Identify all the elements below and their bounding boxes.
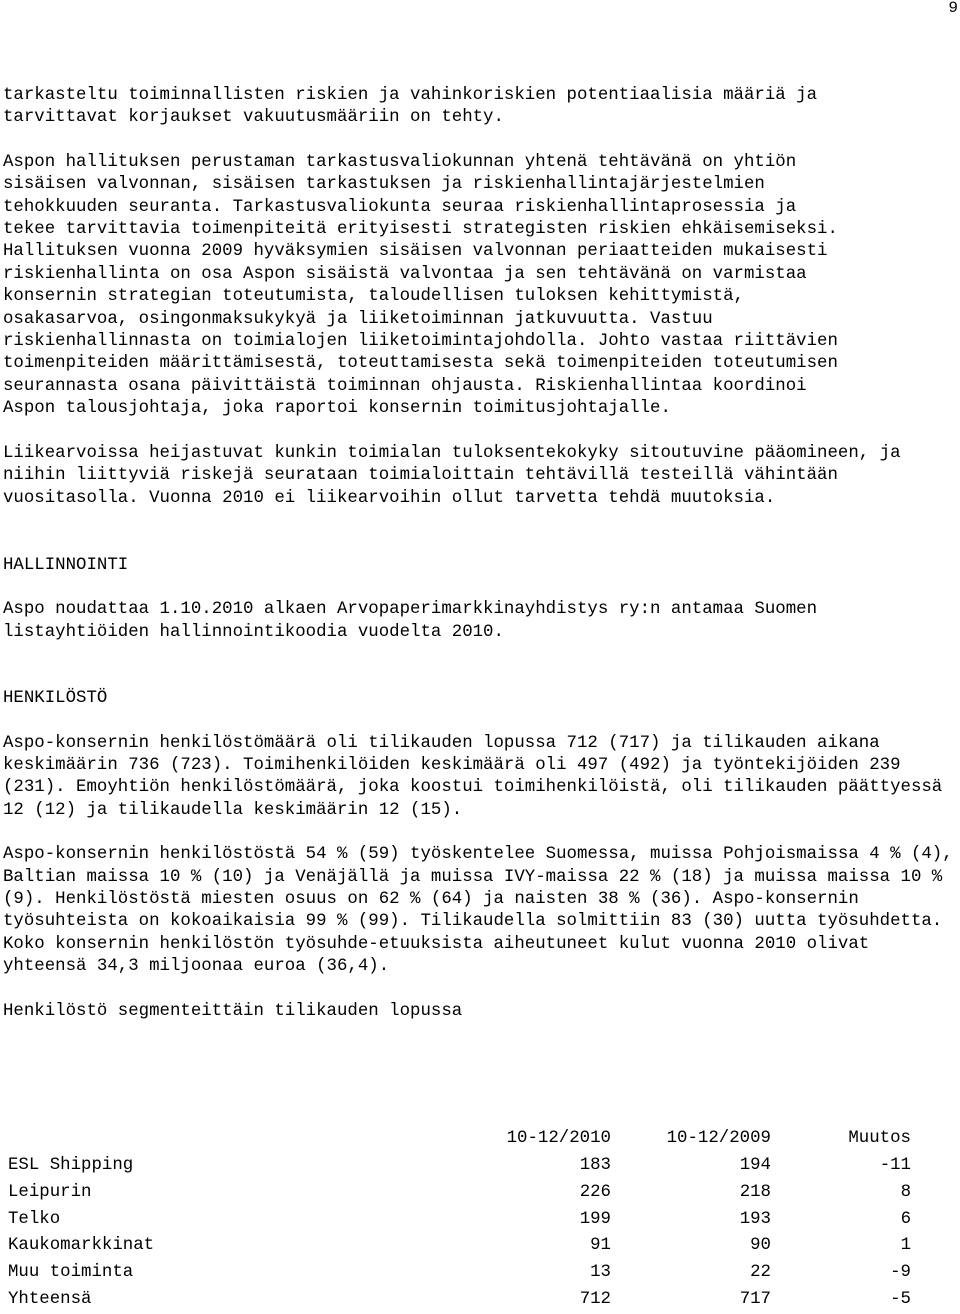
line: Aspon talousjohtaja, joka raportoi konsernin toimitusjohtajalle. [3, 399, 671, 419]
line: toimenpiteiden määrittämisestä, toteuttamisesta sekä toimenpiteiden toteutumisen [3, 354, 838, 374]
column-header-change: Muutos [848, 1129, 911, 1149]
value-2010: 13 [590, 1263, 611, 1283]
segment-name: Leipurin [8, 1182, 92, 1202]
line: tarkasteltu toiminnallisten riskien ja vahinkoriskien potentiaalisia määriä ja [3, 86, 818, 105]
line: sisäisen valvonnan, sisäisen tarkastuksen ja riskienhallintajärjestelmien [3, 175, 765, 195]
paragraph-governance-code: Aspo noudattaa 1.10.2010 alkaen Arvopaperimarkkinayhdistys ry:n antamaa Suomen listayhtiöiden hallinnointikoodia vuodelta 2010. [3, 600, 818, 642]
table-row [3, 1260, 911, 1287]
line: konsernin strategian toteutumista, taloudellisen tuloksen kehittymistä, [3, 287, 744, 307]
value-2009: 194 [739, 1155, 771, 1175]
segment-name: Kaukomarkkinat [8, 1236, 155, 1256]
line: tekee tarvittavia toimenpiteitä erityisesti strategisten riskien ehkäisemiseksi. [3, 220, 838, 240]
paragraph-personnel-distribution: Aspo-konsernin henkilöstöstä 54 % (59) työskentelee Suomessa, muissa Pohjoismaissa 4 % (4), Baltian maissa 10 % (10) ja Venäjällä ja muissa IVY-maissa 22 % (18) ja muissa maissa 10 % (9). Henkilöstöstä miesten osuus on 62 % (64) ja naisten 38 % (36). Aspo-konsernin työsuhteista on kokoaikaisia 99 % (99). Tilikaudella solmittiin 83 (30) uutta työsuhdetta. Koko konsernin henkilöstön työsuhde-etuuksista aiheutuneet kulut vuonna 2010 olivat yhteensä 34,3 miljoonaa euroa (36,4). [3, 845, 953, 977]
value-change: -9 [890, 1263, 911, 1283]
table-row-total [3, 1287, 911, 1314]
document-body [3, 85, 958, 1023]
table-row [3, 1206, 911, 1233]
value-change: -5 [890, 1289, 911, 1309]
value-2010: 91 [590, 1236, 611, 1256]
line: riskienhallinnasta on toimialojen liiketoimintajohdolla. Johto vastaa riittävien [3, 332, 838, 352]
segment-name: Telko [8, 1209, 61, 1229]
value-change: -11 [879, 1155, 911, 1175]
column-header-2010: 10-12/2010 [506, 1129, 611, 1149]
value-change: 6 [900, 1209, 911, 1229]
segment-name: Muu toiminta [8, 1263, 134, 1283]
heading-personnel: HENKILÖSTÖ [3, 689, 108, 709]
table-caption: Henkilöstö segmenteittäin tilikauden lopussa [3, 1001, 463, 1021]
paragraph-audit-committee [3, 152, 958, 421]
column-header-segment [3, 1126, 468, 1153]
table-row [3, 1180, 911, 1207]
value-2009: 193 [739, 1209, 771, 1229]
paragraph-risk-review [3, 85, 953, 130]
paragraph-personnel-count: Aspo-konsernin henkilöstömäärä oli tilikauden lopussa 712 (717) ja tilikauden aikana keskimäärin 736 (723). Toimihenkilöiden keskimäärä oli 497 (492) ja työntekijöiden 239 (231). Emoyhtiön henkilöstömäärä, joka koostui toimihenkilöistä, oli tilikauden päättyessä 12 (12) ja tilikaudella keskimäärin 12 (15). [3, 733, 943, 820]
line: riskienhallinta on osa Aspon sisäistä valvontaa ja sen tehtävänä on varmistaa [3, 264, 807, 284]
value-change: 1 [900, 1236, 911, 1256]
page-number: 9 [948, 0, 958, 17]
line: osakasarvoa, osingonmaksukykyä ja liiketoiminnan jatkuvuutta. Vastuu [3, 309, 713, 329]
value-2009: 90 [750, 1236, 771, 1256]
table-row [3, 1233, 911, 1260]
personnel-by-segment-table [3, 1126, 911, 1314]
segment-name: Yhteensä [8, 1289, 92, 1309]
heading-governance: HALLINNOINTI [3, 555, 129, 575]
value-change: 8 [900, 1182, 911, 1202]
value-2009: 218 [739, 1182, 771, 1202]
line: seurannasta osana päivittäistä toiminnan ohjausta. Riskienhallintaa koordinoi [3, 376, 807, 396]
line: tarvittavat korjaukset vakuutusmääriin on tehty. [3, 108, 504, 128]
value-2010: 712 [579, 1289, 611, 1309]
table-row [3, 1153, 911, 1180]
line: Aspon hallituksen perustaman tarkastusvaliokunnan yhtenä tehtävänä on yhtiön [3, 152, 797, 172]
value-2010: 183 [579, 1155, 611, 1175]
segment-name: ESL Shipping [8, 1155, 134, 1175]
value-2009: 22 [750, 1263, 771, 1283]
value-2010: 226 [579, 1182, 611, 1202]
value-2009: 717 [739, 1289, 771, 1309]
column-header-2009: 10-12/2009 [666, 1129, 771, 1149]
line: Hallituksen vuonna 2009 hyväksymien sisäisen valvonnan periaatteiden mukaisesti [3, 242, 828, 262]
line: tehokkuuden seuranta. Tarkastusvaliokunta seuraa riskienhallintaprosessia ja [3, 197, 797, 217]
value-2010: 199 [579, 1209, 611, 1229]
table-header-row [3, 1126, 911, 1153]
paragraph-goodwill: Liikearvoissa heijastuvat kunkin toimialan tuloksentekokyky sitoutuvine pääomineen, ja niihin liittyviä riskejä seurataan toimialoittain tehtävillä testeillä vähintään vuositasolla. Vuonna 2010 ei liikearvoihin ollut tarvetta tehdä muutoksia. [3, 443, 901, 508]
